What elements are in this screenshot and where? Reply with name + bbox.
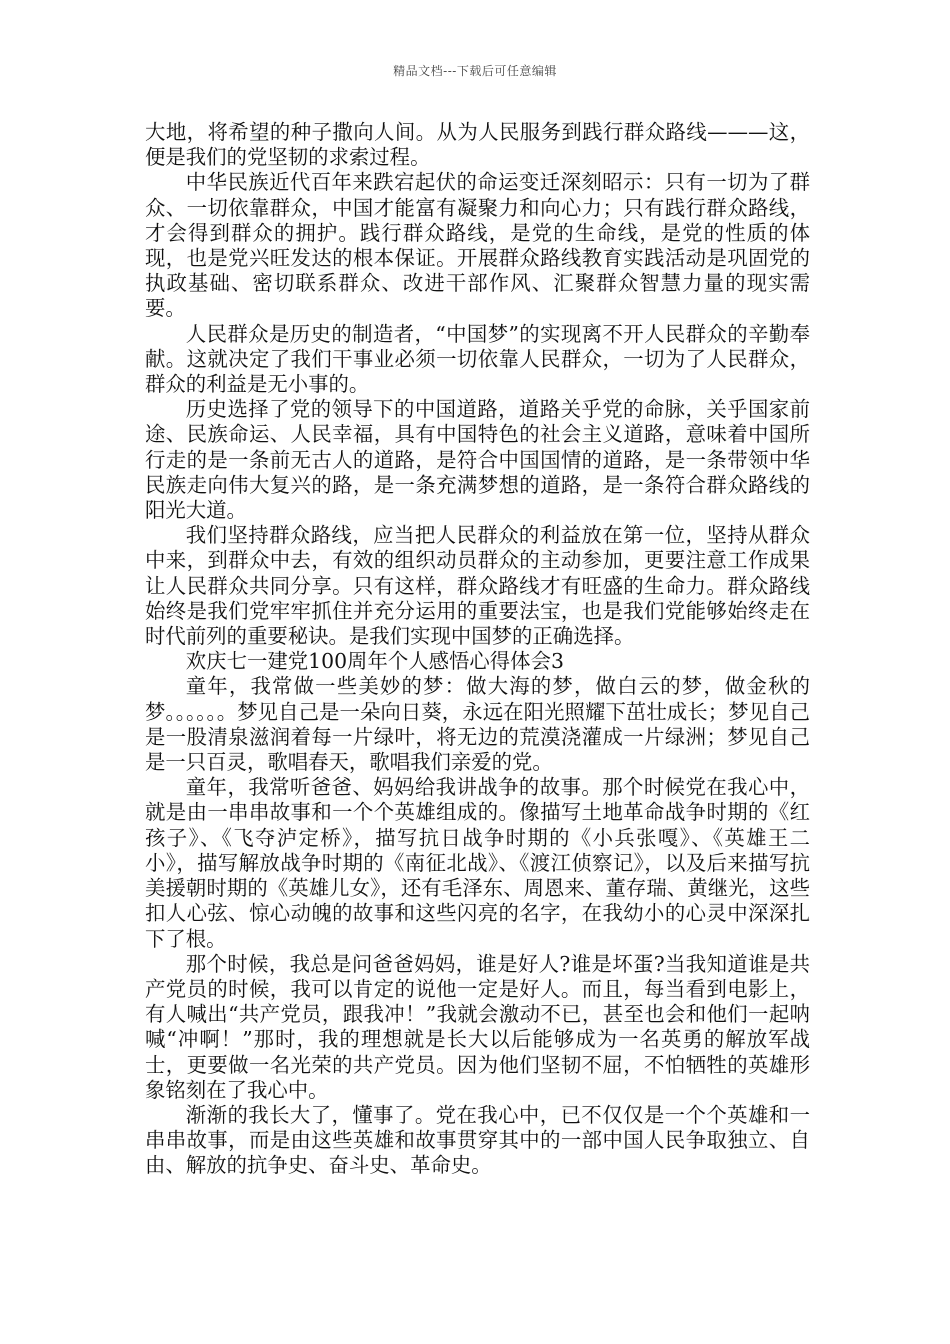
paragraph-4: 历史选择了党的领导下的中国道路，道路关乎党的命脉，关乎国家前途、民族命运、人民幸福，具有中国特色的社会主义道路，意味着中国所行走的是一条前无古人的道路，是符合中国国情的道路，是一条带领中华民族走向伟大复兴的路，是一条充满梦想的道路，是一条符合群众路线的阳光大道。 — [145, 397, 810, 523]
paragraph-3: 人民群众是历史的制造者，“中国梦”的实现离不开人民群众的辛勤奉献。这就决定了我们干事业必须一切依靠人民群众，一切为了人民群众，群众的利益是无小事的。 — [145, 321, 810, 397]
document-body — [145, 120, 810, 1179]
page-header: 精品文档---下载后可任意编辑 — [393, 64, 557, 78]
paragraph-2: 中华民族近代百年来跌宕起伏的命运变迁深刻昭示：只有一切为了群众、一切依靠群众，中国才能富有凝聚力和向心力；只有践行群众路线，才会得到群众的拥护。践行群众路线，是党的生命线，是党的性质的体现，也是党兴旺发达的根本保证。开展群众路线教育实践活动是巩固党的执政基础、密切联系群众、改进干部作风、汇聚群众智慧力量的现实需要。 — [145, 170, 810, 321]
section-title: 欢庆七一建党100周年个人感悟心得体会3 — [185, 649, 564, 674]
paragraph-1: 大地，将希望的种子撒向人间。从为人民服务到践行群众路线———这，便是我们的党坚韧的求索过程。 — [145, 120, 810, 170]
paragraph-6: 童年，我常做一些美妙的梦：做大海的梦，做白云的梦，做金秋的梦。。。。。。梦见自己是一朵向日葵，永远在阳光照耀下茁壮成长；梦见自己是一股清泉滋润着每一片绿叶，将无边的荒漠浇灌成一片绿洲；梦见自己是一只百灵，歌唱春天，歌唱我们亲爱的党。 — [145, 674, 810, 775]
paragraph-8: 那个时候，我总是问爸爸妈妈，谁是好人?谁是坏蛋?当我知道谁是共产党员的时候，我可以肯定的说他一定是好人。而且，每当看到电影上，有人喊出“共产党员，跟我冲！”我就会激动不已，甚至也会和他们一起呐喊“冲啊！”那时，我的理想就是长大以后能够成为一名英勇的解放军战士，更要做一名光荣的共产党员。因为他们坚韧不屈，不怕牺牲的英雄形象铭刻在了我心中。 — [145, 951, 810, 1102]
paragraph-7: 童年，我常听爸爸、妈妈给我讲战争的故事。那个时候党在我心中，就是由一串串故事和一个个英雄组成的。像描写土地革命战争时期的《红孩子》、《飞夺泸定桥》，描写抗日战争时期的《小兵张嘎》、《英雄王二小》，描写解放战争时期的《南征北战》、《渡江侦察记》，以及后来描写抗美援朝时期的《英雄儿女》，还有毛泽东、周恩来、董存瑞、黄继光，这些扣人心弦、惊心动魄的故事和这些闪亮的名字，在我幼小的心灵中深深扎下了根。 — [145, 775, 810, 951]
paragraph-5: 我们坚持群众路线，应当把人民群众的利益放在第一位，坚持从群众中来，到群众中去，有效的组织动员群众的主动参加，更要注意工作成果让人民群众共同分享。只有这样，群众路线才有旺盛的生命力。群众路线始终是我们党牢牢抓住并充分运用的重要法宝，也是我们党能够始终走在时代前列的重要秘诀。是我们实现中国梦的正确选择。 — [145, 523, 810, 649]
paragraph-9: 渐渐的我长大了，懂事了。党在我心中，已不仅仅是一个个英雄和一串串故事，而是由这些英雄和故事贯穿其中的一部中国人民争取独立、自由、解放的抗争史、奋斗史、革命史。 — [145, 1102, 810, 1178]
